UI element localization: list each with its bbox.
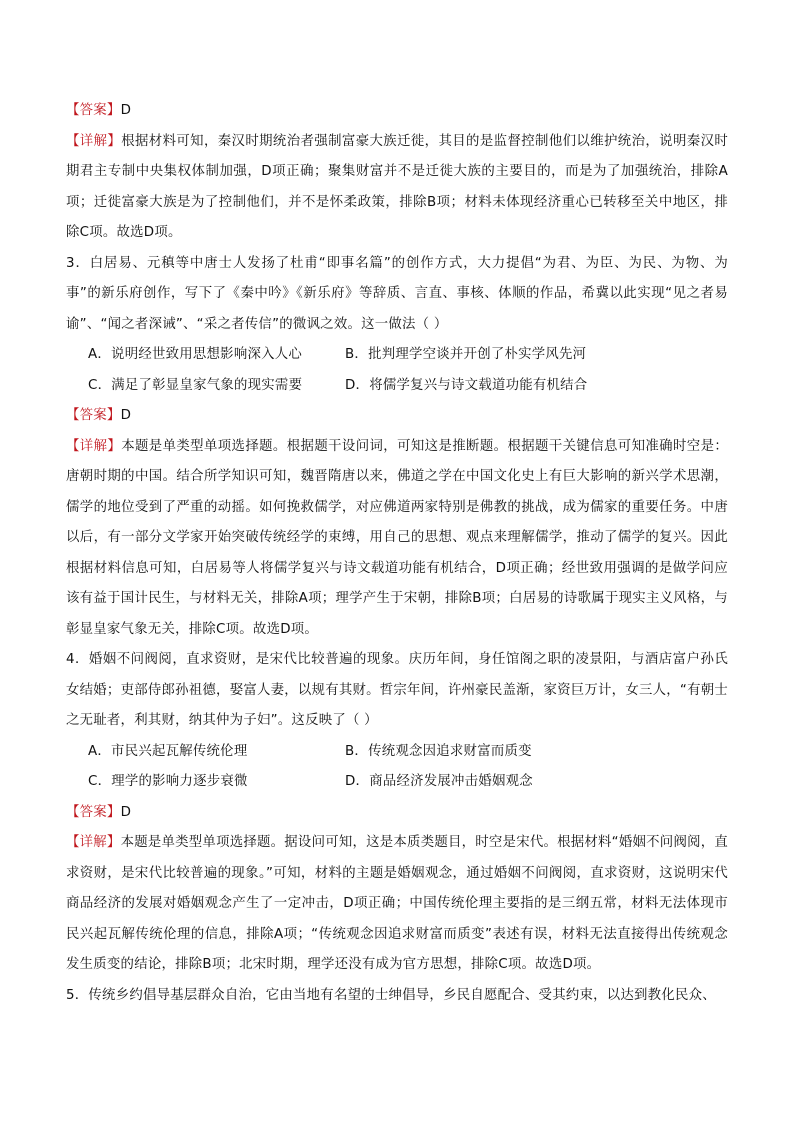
question-3-stem: 3．白居易、元稹等中唐士人发扬了杜甫“即事名篇”的创作方式，大力提倡“为君、为臣、为民、为物、为事”的新乐府创作，写下了《秦中吟》《新乐府》等辞质、言直、事核、体顺的作品，希冀以此实现“见之者易谕”、“闻之者深诫”、“采之者传信”的微讽之效。这一做法（ ） bbox=[66, 255, 728, 332]
answer-value: D bbox=[120, 103, 132, 118]
answer-value: D bbox=[120, 408, 132, 423]
option-c: C．理学的影响力逐步衰微 bbox=[88, 774, 248, 789]
option-d: D．商品经济发展冲击婚姻观念 bbox=[345, 774, 533, 789]
answer-tag: 【答案】 bbox=[66, 804, 121, 820]
answer-line bbox=[66, 798, 728, 829]
option-c: C．满足了彰显皇家气象的现实需要 bbox=[88, 377, 303, 393]
option-a: A．市民兴起瓦解传统伦理 bbox=[88, 743, 248, 759]
question-4-options bbox=[66, 737, 728, 798]
document-body bbox=[66, 96, 728, 1011]
explanation-paragraph bbox=[66, 127, 728, 249]
question-5-stem: 5．传统乡约倡导基层群众自治，它由当地有名望的士绅倡导，乡民自愿配合、受其约束，以达到教化民众、 bbox=[66, 987, 716, 1003]
explanation-text: 本题是单类型单项选择题。根据题干设问词，可知这是推断题。根据题干关键信息可知准确时空是：唐朝时期的中国。结合所学知识可知，魏晋隋唐以来，佛道之学在中国文化史上有巨大影响的新兴学术思潮，儒学的地位受到了严重的动摇。如何挽救儒学，对应佛道两家特别是佛教的挑战，成为儒家的重要任务。中唐以后，有一部分文学家开始突破传统经学的束缚，用自己的思想、观点来理解儒学，推动了儒学的复兴。因此根据材料信息可知，白居易等人将儒学复兴与诗文载道功能有机结合，D项正确；经世致用强调的是做学问应该有益于国计民生，与材料无关，排除A项；理学产生于宋朝，排除B项；白居易的诗歌属于现实主义风格，与彰显皇家气象无关，排除C项。故选D项。 bbox=[66, 438, 729, 637]
explanation-text: 根据材料可知，秦汉时期统治者强制富豪大族迁徙，其目的是监督控制他们以维护统治，说明秦汉时期君主专制中央集权体制加强，D项正确；聚集财富并不是迁徙大族的主要目的，而是为了加强统治，排除A项；迁徙富豪大族是为了控制他们，并不是怀柔政策，排除B项；材料未体现经济重心已转移至关中地区，排除C项。故选D项。 bbox=[66, 133, 729, 240]
explanation-paragraph bbox=[66, 432, 728, 646]
answer-line bbox=[66, 401, 728, 432]
question-4-stem: 4．婚姻不问阀阅，直求资财，是宋代比较普遍的现象。庆历年间，身任馆阁之职的凌景阳，与酒店富户孙氏女结婚；吏部侍郎孙祖德，娶富人妻，以规有其财。哲宗年间，许州豪民盖渐，家资巨万计，女三人，“有朝士之无耻者，利其财，纳其仲为子妇”。这反映了（ ） bbox=[66, 652, 728, 728]
answer-line bbox=[66, 96, 728, 127]
question-3-options bbox=[66, 340, 728, 401]
answer-value: D bbox=[120, 804, 132, 820]
answer-tag: 【答案】 bbox=[66, 408, 121, 423]
explanation-tag: 【详解】 bbox=[66, 133, 122, 149]
option-b: B．传统观念因追求财富而质变 bbox=[345, 743, 532, 759]
explanation-tag: 【详解】 bbox=[66, 835, 121, 850]
option-b: B．批判理学空谈并开创了朴实学风先河 bbox=[345, 347, 587, 362]
explanation-tag: 【详解】 bbox=[66, 438, 122, 454]
option-a: A．说明经世致用思想影响深入人心 bbox=[88, 347, 303, 362]
explanation-paragraph bbox=[66, 828, 728, 981]
explanation-text: 本题是单类型单项选择题。据设问可知，这是本质类题目，时空是宋代。根据材料“婚姻不问阀阅，直求资财，是宋代比较普遍的现象。”可知，材料的主题是婚姻观念，通过婚姻不问阀阅，直求资财，这说明宋代商品经济的发展对婚姻观念产生了一定冲击，D项正确；中国传统伦理主要指的是三纲五常，材料无法体现市民兴起瓦解传统伦理的信息，排除A项；“传统观念因追求财富而质变”表述有误，材料无法直接得出传统观念发生质变的结论，排除B项；北宋时期，理学还没有成为官方思想，排除C项。故选D项。 bbox=[66, 835, 729, 972]
answer-tag: 【答案】 bbox=[66, 103, 121, 118]
option-d: D．将儒学复兴与诗文载道功能有机结合 bbox=[345, 377, 588, 393]
